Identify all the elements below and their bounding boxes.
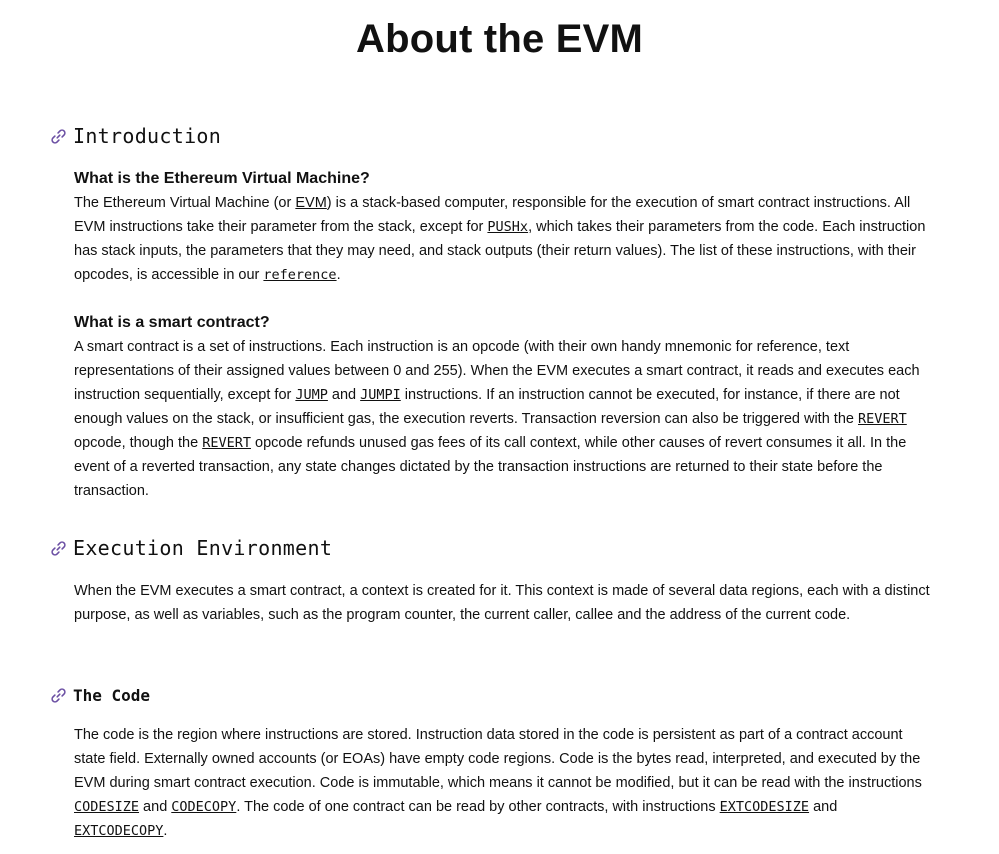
smart-contract-title: What is a smart contract? [74,314,270,331]
link-icon[interactable] [50,687,67,704]
evm-question-section [74,167,934,287]
evm-question-title: What is the Ethereum Virtual Machine? [74,170,370,187]
codesize-link[interactable]: CODESIZE [74,799,140,815]
introduction-heading[interactable] [50,121,221,151]
link-icon[interactable] [50,540,67,557]
extcodecopy-link[interactable]: EXTCODECOPY [74,823,164,839]
evm-question-paragraph: The Ethereum Virtual Machine (or EVM) is a stack-based computer, responsible for the execution of smart contract instructions. All EVM instructions take their parameter from the stack, except for PUSHx, which takes their parameters from the code. Each instruction has stack inputs, the parameters that they may need, and stack outputs (their return values). The list of these instructions, with their opcodes, is accessible in our reference. [74,195,926,283]
the-code-section [74,723,934,843]
smart-contract-section [74,311,934,503]
smart-contract-paragraph: A smart contract is a set of instructions. Each instruction is an opcode (with their own handy mnemonic for reference, text representations of their assigned values between 0 and 255). When the EVM executes a smart contract, it reads and executes each instruction sequentially, except for JUMP and JUMPI instructions. If an instruction cannot be executed, for instance, if there are not enough values on the stack, or insufficient gas, the execution reverts. Transaction reversion can also be triggered with the REVERT opcode, though the REVERT opcode refunds unused gas fees of its call context, while other causes of revert consumes it all. In the event of a reverted transaction, any state changes dictated by the transaction instructions are returned to their state before the transaction. [74,339,920,499]
jump-link[interactable]: JUMP [295,387,328,403]
jumpi-link[interactable]: JUMPI [360,387,401,403]
page-title: About the EVM [355,17,643,61]
the-code-heading[interactable] [50,680,150,710]
link-icon[interactable] [50,128,67,145]
codecopy-link[interactable]: CODECOPY [171,799,237,815]
pushx-link[interactable]: PUSHx [487,219,529,235]
revert-link[interactable]: REVERT [202,435,251,451]
execution-environment-heading[interactable] [50,533,332,563]
execution-environment-section [74,579,934,627]
introduction-heading-text: Introduction [73,124,222,148]
evm-link[interactable]: EVM [295,195,327,211]
the-code-paragraph: The code is the region where instructions are stored. Instruction data stored in the code is persistent as part of a contract account state field. Externally owned accounts (or EOAs) have empty code regions. Code is the bytes read, interpreted, and executed by the EVM during smart contract execution. Code is immutable, which means it cannot be modified, but it can be read with the instructions CODESIZE and CODECOPY. The code of one contract can be read by other contracts, with instructions EXTCODESIZE and EXTCODECOPY. [74,727,922,839]
extcodesize-link[interactable]: EXTCODESIZE [719,799,810,815]
the-code-heading-text: The Code [73,685,151,705]
reference-link[interactable]: reference [263,267,337,283]
execution-environment-heading-text: Execution Environment [73,536,333,560]
execution-environment-paragraph: When the EVM executes a smart contract, a context is created for it. This context is made of several data regions, each with a distinct purpose, as well as variables, such as the program counter, the current caller, callee and the address of the current code. [74,583,930,623]
revert-link[interactable]: REVERT [857,411,907,427]
